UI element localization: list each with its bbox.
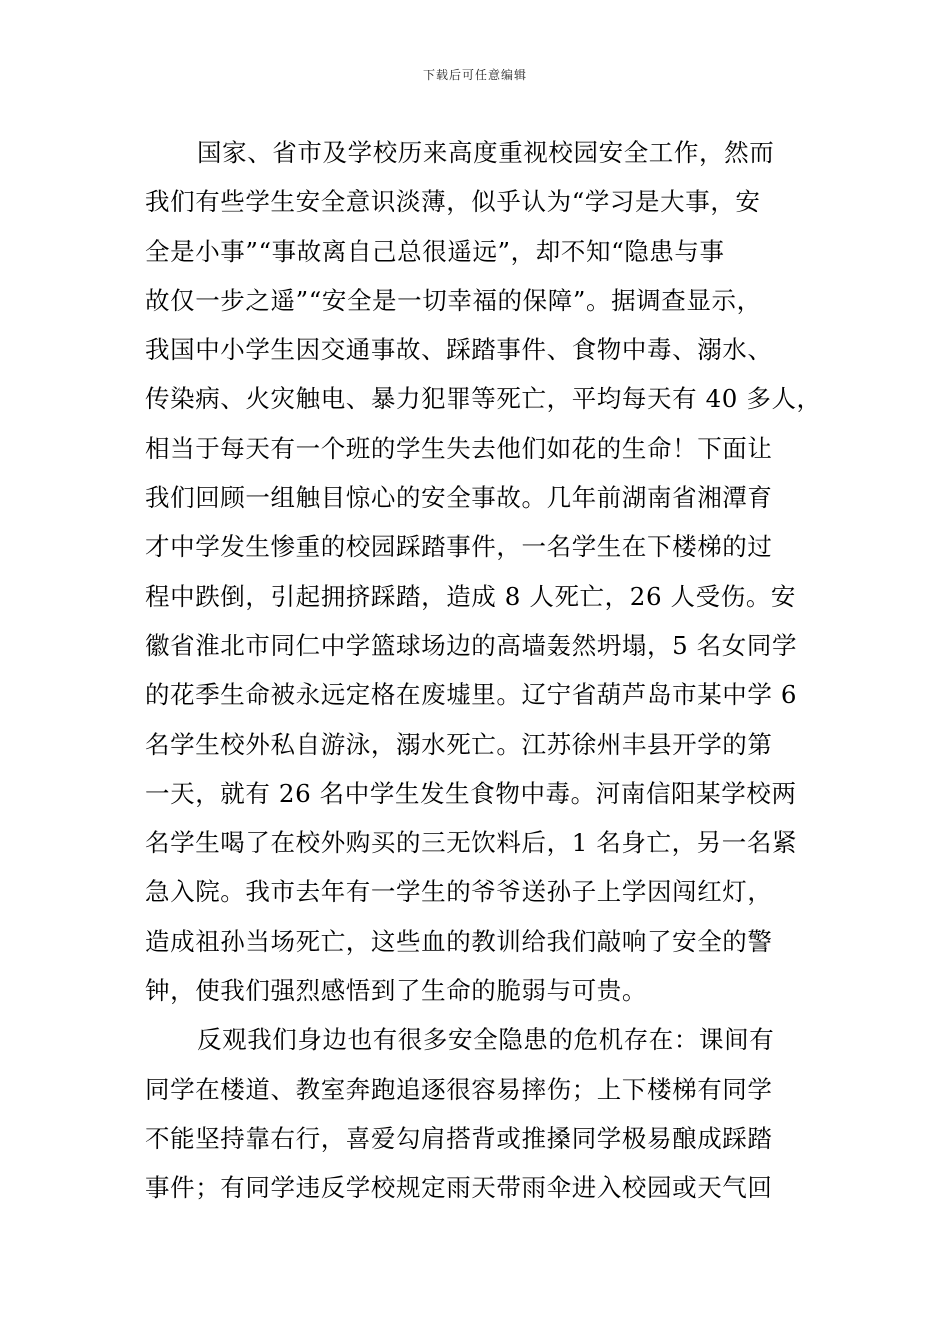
text-line: 名学生校外私自游泳，溺水死亡。江苏徐州丰县开学的第	[145, 729, 773, 759]
header-note: 下载后可任意编辑	[422, 68, 527, 82]
text-line: 钟，使我们强烈感悟到了生命的脆弱与可贵。	[145, 976, 647, 1006]
body-text	[145, 128, 822, 1213]
text-line: 我国中小学生因交通事故、踩踏事件、食物中毒、溺水、	[145, 335, 773, 365]
text-line: 徽省淮北市同仁中学篮球场边的高墙轰然坍塌，5 名女同学	[145, 630, 798, 660]
text-line: 不能坚持靠右行，喜爱勾肩搭背或推搡同学极易酿成踩踏	[145, 1123, 773, 1153]
text-line: 国家、省市及学校历来高度重视校园安全工作，然而	[197, 138, 775, 167]
text-line: 我们有些学生安全意识淡薄，似乎认为“学习是大事，安	[145, 187, 761, 217]
text-line: 相当于每天有一个班的学生失去他们如花的生命！下面让	[145, 433, 773, 463]
text-line: 名学生喝了在校外购买的三无饮料后，1 名身亡，另一名紧	[145, 828, 798, 858]
text-line: 反观我们身边也有很多安全隐患的危机存在：课间有	[197, 1025, 775, 1055]
text-line: 的花季生命被永远定格在废墟里。辽宁省葫芦岛市某中学 6	[145, 680, 798, 710]
text-line: 一天，就有 26 名中学生发生食物中毒。河南信阳某学校两	[145, 778, 797, 808]
text-line: 急入院。我市去年有一学生的爷爷送孙子上学因闯红灯，	[145, 877, 773, 907]
text-line: 才中学发生惨重的校园踩踏事件，一名学生在下楼梯的过	[145, 532, 773, 562]
text-line: 程中跌倒，引起拥挤踩踏，造成 8 人死亡，26 人受伤。安	[145, 581, 797, 611]
paragraph-2	[145, 1015, 815, 1212]
text-line: 传染病、火灾触电、暴力犯罪等死亡，平均每天有 40 多人，	[145, 384, 822, 414]
paragraph-1	[145, 128, 822, 1015]
text-line: 我们回顾一组触目惊心的安全事故。几年前湖南省湘潭育	[145, 483, 773, 513]
text-line: 同学在楼道、教室奔跑追逐很容易摔伤；上下楼梯有同学	[145, 1074, 773, 1104]
text-line: 造成祖孙当场死亡，这些血的教训给我们敲响了安全的警	[145, 926, 773, 956]
text-line: 故仅一步之遥”“安全是一切幸福的保障”。据调查显示，	[145, 285, 762, 315]
text-line: 全是小事”“事故离自己总很遥远”，却不知“隐患与事	[145, 236, 725, 266]
text-line: 事件；有同学违反学校规定雨天带雨伞进入校园或天气回	[145, 1173, 773, 1203]
